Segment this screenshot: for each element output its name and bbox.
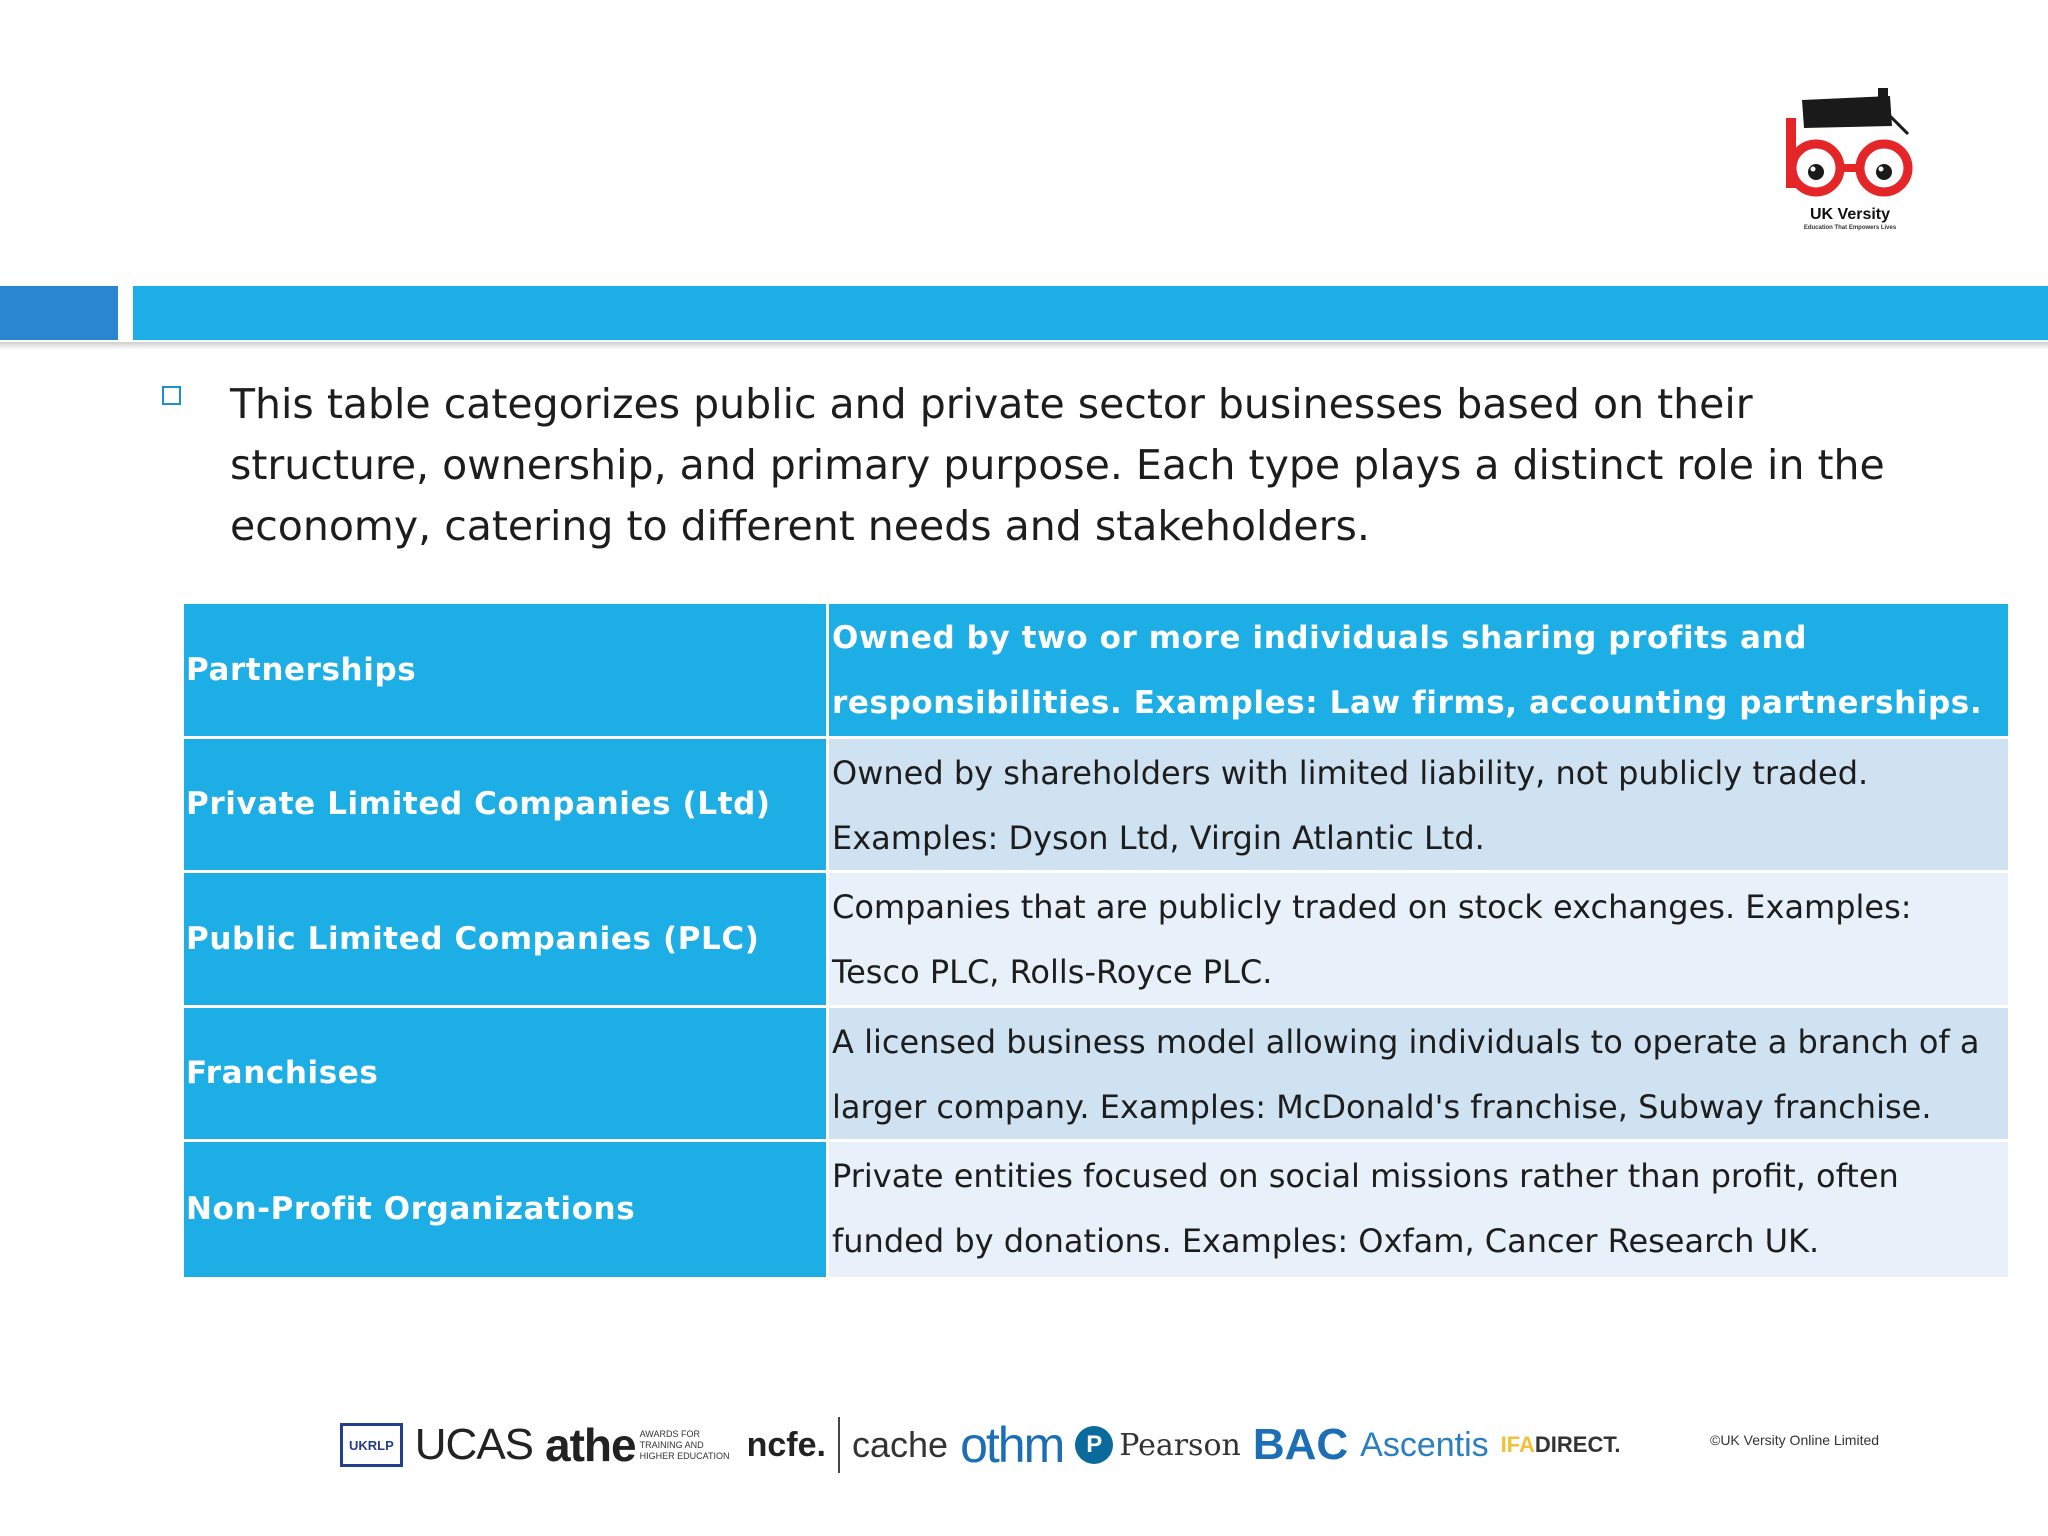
athe-logo-text: athe bbox=[545, 1419, 636, 1471]
table-row bbox=[184, 873, 2008, 1008]
business-type-cell: Non-Profit Organizations bbox=[184, 1142, 829, 1277]
logo-divider bbox=[838, 1417, 840, 1473]
copyright-text: ©UK Versity Online Limited bbox=[1710, 1432, 1880, 1448]
accreditation-logos bbox=[340, 1405, 1620, 1485]
business-description-cell: Owned by shareholders with limited liability, not publicly traded. Examples: Dyson Ltd, Virgin Atlantic Ltd. bbox=[829, 739, 2008, 871]
table-row bbox=[184, 1142, 2008, 1277]
logo-tagline: Education That Empowers Lives bbox=[1803, 225, 1897, 231]
logo-name: UK Versity bbox=[1809, 206, 1891, 223]
business-type-cell: Public Limited Companies (PLC) bbox=[184, 873, 829, 1005]
direct-logo-text: DIRECT. bbox=[1534, 1432, 1621, 1457]
ucas-logo: UCAS bbox=[414, 1420, 534, 1469]
pearson-logo-text: Pearson bbox=[1119, 1427, 1241, 1463]
ascentis-logo: Ascentis bbox=[1360, 1425, 1489, 1464]
intro-text: This table categorizes public and private sector businesses based on their structure, ownership, and primary purpose. Each type plays a distinct role in the economy, catering to different needs and stakeholders. bbox=[230, 380, 1885, 550]
table-row bbox=[184, 604, 2008, 739]
business-description-cell: Private entities focused on social missions rather than profit, often funded by donations. Examples: Oxfam, Cancer Research UK. bbox=[829, 1142, 2008, 1277]
ifa-direct-logo bbox=[1501, 1432, 1621, 1458]
othm-logo: othm bbox=[960, 1417, 1064, 1473]
table-row bbox=[184, 739, 2008, 874]
square-bullet-icon bbox=[162, 386, 181, 405]
ukrlp-logo: UKRLP bbox=[340, 1423, 403, 1467]
cache-logo: cache bbox=[851, 1424, 949, 1465]
pearson-icon: P bbox=[1075, 1426, 1113, 1464]
ifa-logo-text: IFA bbox=[1500, 1432, 1535, 1457]
table-row bbox=[184, 1008, 2008, 1143]
business-types-table bbox=[184, 604, 2008, 1277]
business-type-cell: Partnerships bbox=[184, 604, 829, 736]
business-description-cell: Companies that are publicly traded on stock exchanges. Examples: Tesco PLC, Rolls-Royce PLC. bbox=[829, 873, 2008, 1005]
business-type-cell: Franchises bbox=[184, 1008, 829, 1140]
pearson-logo bbox=[1075, 1426, 1241, 1464]
header-bar-accent bbox=[0, 286, 118, 340]
athe-logo bbox=[545, 1418, 735, 1472]
ncfe-logo: ncfe. bbox=[746, 1425, 826, 1464]
athe-logo-subtext: AWARDS FOR TRAINING AND HIGHER EDUCATION bbox=[639, 1428, 730, 1461]
business-description-cell: A licensed business model allowing individuals to operate a branch of a larger company. Examples: McDonald's franchise, Subway franchise. bbox=[829, 1008, 2008, 1140]
business-type-cell: Private Limited Companies (Ltd) bbox=[184, 739, 829, 871]
header-bar-shadow bbox=[0, 342, 2048, 350]
bac-logo: BAC bbox=[1252, 1420, 1349, 1469]
header-bar bbox=[133, 286, 2048, 340]
business-description-cell: Owned by two or more individuals sharing profits and responsibilities. Examples: Law firms, accounting partnerships. bbox=[829, 604, 2008, 736]
